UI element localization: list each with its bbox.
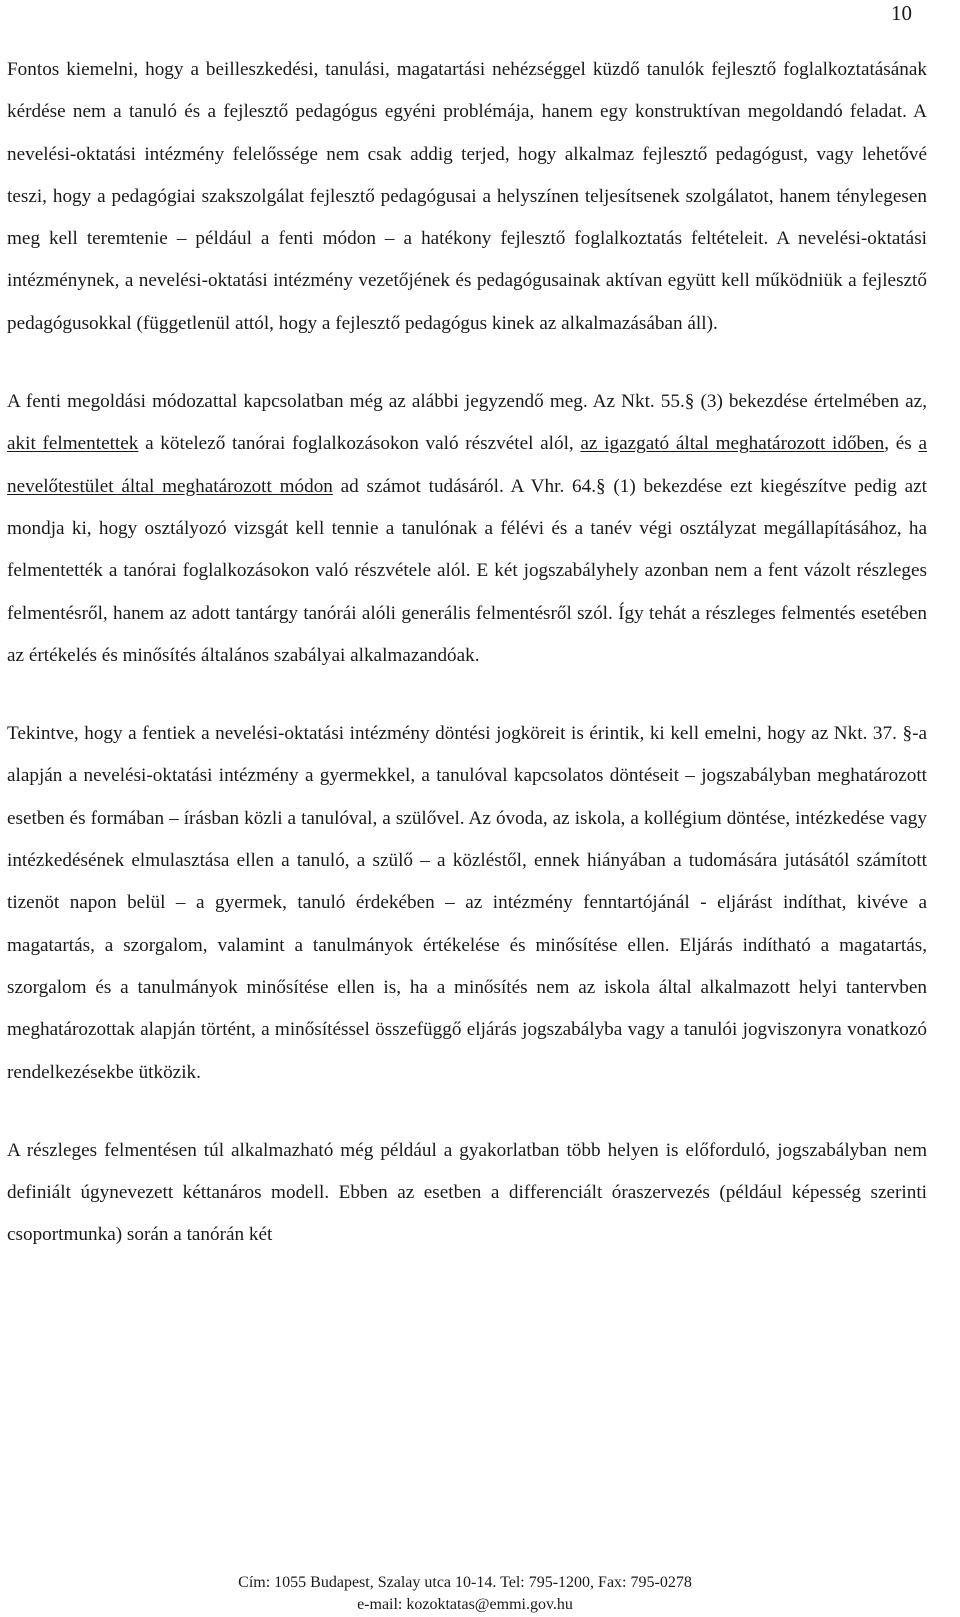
paragraph-spacer [7,677,927,713]
underlined-phrase: a nevelőtestület által meghatározott módon [7,433,927,497]
paragraph-2-text: a kötelező tanórai foglalkozásokon való részvétel alól, [138,433,581,455]
paragraph-4: A részleges felmentésen túl alkalmazható még például a gyakorlatban több helyen is előforduló, jogszabályban nem definiált úgynevezett kéttanáros modell. Ebben az esetben a differenciált óraszervezés (például képesség szerinti csoportmunka) során a tanórán két [7,1139,927,1246]
footer-email: e-mail: kozoktatas@emmi.gov.hu [357,1596,573,1613]
paragraph-spacer [7,345,927,381]
footer-address: Cím: 1055 Budapest, Szalay utca 10-14. Tel: 795-1200, Fax: 795-0278 [238,1574,692,1591]
paragraph-3: Tekintve, hogy a fentiek a nevelési-oktatási intézmény döntési jogköreit is érintik, ki kell emelni, hogy az Nkt. 37. §-a alapján a nevelési-oktatási intézmény a gyermekkel, a tanulóval kapcsolatos döntéseit – jogszabályban meghatározott esetben és formában – írásban közli a tanulóval, a szülővel. Az óvoda, az iskola, a kollégium döntése, intézkedése vagy intézkedésének elmulasztása ellen a tanuló, a szülő – a közléstől, ennek hiányában a tudomására jutásától számított tizenöt napon belül – a gyermek, tanuló érdekében – az intézmény fenntartójánál - eljárást indíthat, kivéve a magatartás, a szorgalom, valamint a tanulmányok értékelése és minősítése ellen. Eljárás indítható a magatartás, szorgalom és a tanulmányok minősítése ellen is, ha a minősítés nem az iskola által alkalmazott helyi tantervben meghatározottak alapján történt, a minősítéssel összefüggő eljárás jogszabályba vagy a tanulói jogviszonyra vonatkozó rendelkezésekbe ütközik. [7,723,927,1083]
paragraph-1: Fontos kiemelni, hogy a beilleszkedési, tanulási, magatartási nehézséggel küzdő tanulók fejlesztő foglalkoztatásának kérdése nem a tanuló és a fejlesztő pedagógus egyéni problémája, hanem egy konstruktívan megoldandó feladat. A nevelési-oktatási intézmény felelőssége nem csak addig terjed, hogy alkalmaz fejlesztő pedagógust, vagy lehetővé teszi, hogy a pedagógiai szakszolgálat fejlesztő pedagógusai a helyszínen teljesítsenek szolgálatot, hanem ténylegesen meg kell teremtenie – például a fenti módon – a hatékony fejlesztő foglalkoztatás feltételeit. A nevelési-oktatási intézménynek, a nevelési-oktatási intézmény vezetőjének és pedagógusainak aktívan együtt kell működniük a fejlesztő pedagógusokkal (függetlenül attól, hogy a fejlesztő pedagógus kinek az alkalmazásában áll). [7,59,927,334]
paragraph-2 [7,381,927,677]
page-number: 10 [891,1,912,25]
paragraph-2-text: A fenti megoldási módozattal kapcsolatban még az alábbi jegyzendő meg. Az Nkt. 55.§ (3) bekezdése értelmében az, [7,391,927,413]
page-footer [0,1572,930,1616]
document-body [7,49,927,1257]
underlined-phrase: akit felmentettek [7,433,139,455]
paragraph-spacer [7,1094,927,1130]
underlined-phrase: az igazgató által meghatározott időben [580,433,885,455]
paragraph-2-text: ad számot tudásáról. A Vhr. 64.§ (1) bekezdése ezt kiegészítve pedig azt mondja ki, hogy osztályozó vizsgát kell tennie a tanulónak a félévi és a tanév végi osztályzat megállapításához, ha felmentették a tanórai foglalkozásokon való részvétele alól. E két jogszabályhely azonban nem a fent vázolt részleges felmentésről, hanem az adott tantárgy tanórái alóli generális felmentésről szól. Így tehát a részleges felmentés esetében az értékelés és minősítés általános szabályai alkalmazandóak. [7,475,927,666]
paragraph-2-text: , és [884,433,919,455]
